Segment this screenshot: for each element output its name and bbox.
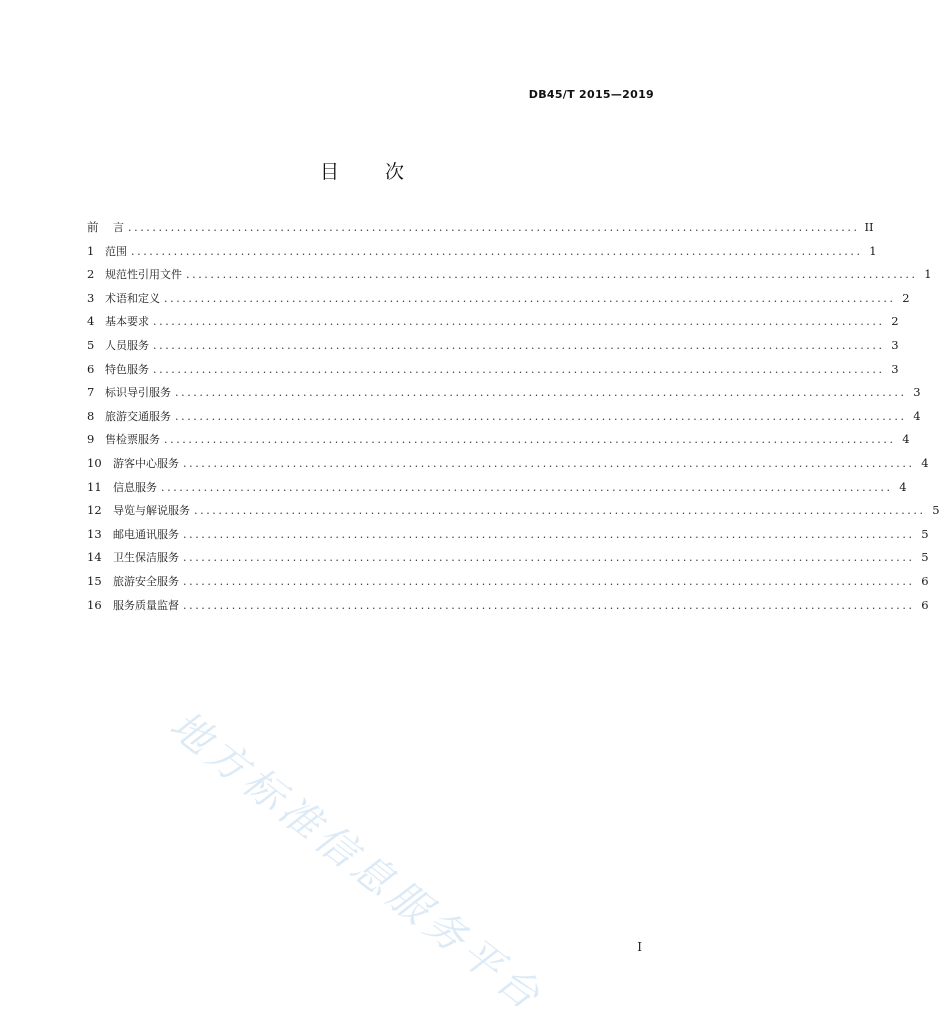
toc-entry-page: 2 [902,290,910,305]
toc-dot-leader: ........................................................................................................................ [164,433,896,447]
toc-entry-number: 前 [87,220,99,234]
toc-dot-leader: ........................................................................................................................ [153,338,885,352]
toc-entry[interactable] [87,405,921,429]
toc-entry-number: 6 [87,361,95,376]
toc-entry-label: 范围 [105,244,127,258]
toc-entry[interactable] [87,546,929,570]
toc-dot-leader: ........................................................................................................................ [194,504,926,518]
toc-entry-label: 信息服务 [113,480,157,494]
toc-dot-leader: ........................................................................................................................ [164,291,896,305]
toc-entry-page: 5 [921,550,929,565]
toc-entry-page: 3 [913,385,921,400]
toc-entry-label: 旅游交通服务 [105,409,171,423]
toc-entry-page: 4 [902,432,910,447]
toc-dot-leader: ........................................................................................................................ [183,527,915,541]
toc-entry-label: 服务质量监督 [113,598,179,612]
document-code: DB45/T 2015—2019 [528,88,654,101]
page-number: I [637,940,642,954]
toc-entry-number: 2 [87,267,95,282]
toc-entry-label: 规范性引用文件 [105,268,182,282]
toc-entry-label: 游客中心服务 [113,456,179,470]
toc-entry-page: 1 [924,267,932,282]
toc-entry-label: 导览与解说服务 [113,504,190,518]
toc-dot-leader: ........................................................................................................................ [153,362,885,376]
toc-entry[interactable] [87,594,929,618]
toc-entry-number: 4 [87,314,95,329]
toc-entry-label: 人员服务 [105,338,149,352]
toc-entry-label: 基本要求 [105,315,149,329]
toc-dot-leader: ........................................................................................................................ [131,244,863,258]
toc-entry-number: 9 [87,432,95,447]
toc-dot-leader: ........................................................................................................................ [128,221,860,234]
toc-entry-number: 8 [87,408,95,423]
toc-dot-leader: ........................................................................................................................ [153,315,885,329]
toc-dot-leader: ........................................................................................................................ [183,456,915,470]
toc-entry[interactable] [87,381,921,405]
toc-dot-leader: ........................................................................................................................ [183,598,915,612]
toc-entry[interactable] [87,263,932,287]
toc-entry[interactable] [87,240,877,264]
toc-entry[interactable] [87,570,929,594]
toc-entry[interactable] [87,476,907,500]
toc-entry-page: 3 [891,337,899,352]
toc-entry-label: 卫生保洁服务 [113,551,179,565]
toc-entry-number: 14 [87,550,102,565]
toc-entry-page: II [864,220,874,234]
toc-entry[interactable] [87,216,874,240]
toc-entry-label: 售检票服务 [105,433,160,447]
toc-dot-leader: ........................................................................................................................ [186,268,918,282]
watermark: 地方标准信息服务平台 [161,702,552,1022]
toc-title: 目 次 [319,161,425,183]
toc-entry-number: 7 [87,385,95,400]
toc-entry-number: 3 [87,290,95,305]
toc-entry-number: 10 [87,455,102,470]
toc-entry-number: 16 [87,597,102,612]
toc-entry-page: 4 [913,408,921,423]
table-of-contents [87,216,940,617]
toc-entry-page: 5 [921,526,929,541]
toc-entry[interactable] [87,358,899,382]
toc-dot-leader: ........................................................................................................................ [183,574,915,588]
toc-entry[interactable] [87,310,899,334]
toc-entry-page: 6 [921,573,929,588]
toc-entry-label: 邮电通讯服务 [113,527,179,541]
toc-entry-number: 13 [87,526,102,541]
toc-entry-page: 4 [899,479,907,494]
toc-entry-number: 5 [87,337,95,352]
toc-dot-leader: ........................................................................................................................ [175,409,907,423]
toc-entry-page: 6 [921,597,929,612]
toc-entry-label: 标识导引服务 [105,386,171,400]
toc-entry[interactable] [87,452,929,476]
toc-dot-leader: ........................................................................................................................ [161,480,893,494]
toc-entry-label: 言 [113,221,124,234]
toc-entry-page: 4 [921,455,929,470]
toc-entry-number: 1 [87,243,95,258]
toc-entry-page: 5 [932,503,940,518]
toc-entry-label: 特色服务 [105,362,149,376]
toc-entry-page: 3 [891,361,899,376]
toc-entry-label: 术语和定义 [105,291,160,305]
toc-entry-page: 1 [869,243,877,258]
toc-entry-number: 12 [87,503,102,518]
toc-entry[interactable] [87,523,929,547]
toc-dot-leader: ........................................................................................................................ [183,551,915,565]
toc-dot-leader: ........................................................................................................................ [175,386,907,400]
toc-entry-number: 11 [87,479,102,494]
toc-entry[interactable] [87,287,910,311]
toc-entry-page: 2 [891,314,899,329]
toc-entry[interactable] [87,499,940,523]
toc-entry[interactable] [87,428,910,452]
toc-entry-number: 15 [87,573,102,588]
toc-entry-label: 旅游安全服务 [113,574,179,588]
toc-entry[interactable] [87,334,899,358]
